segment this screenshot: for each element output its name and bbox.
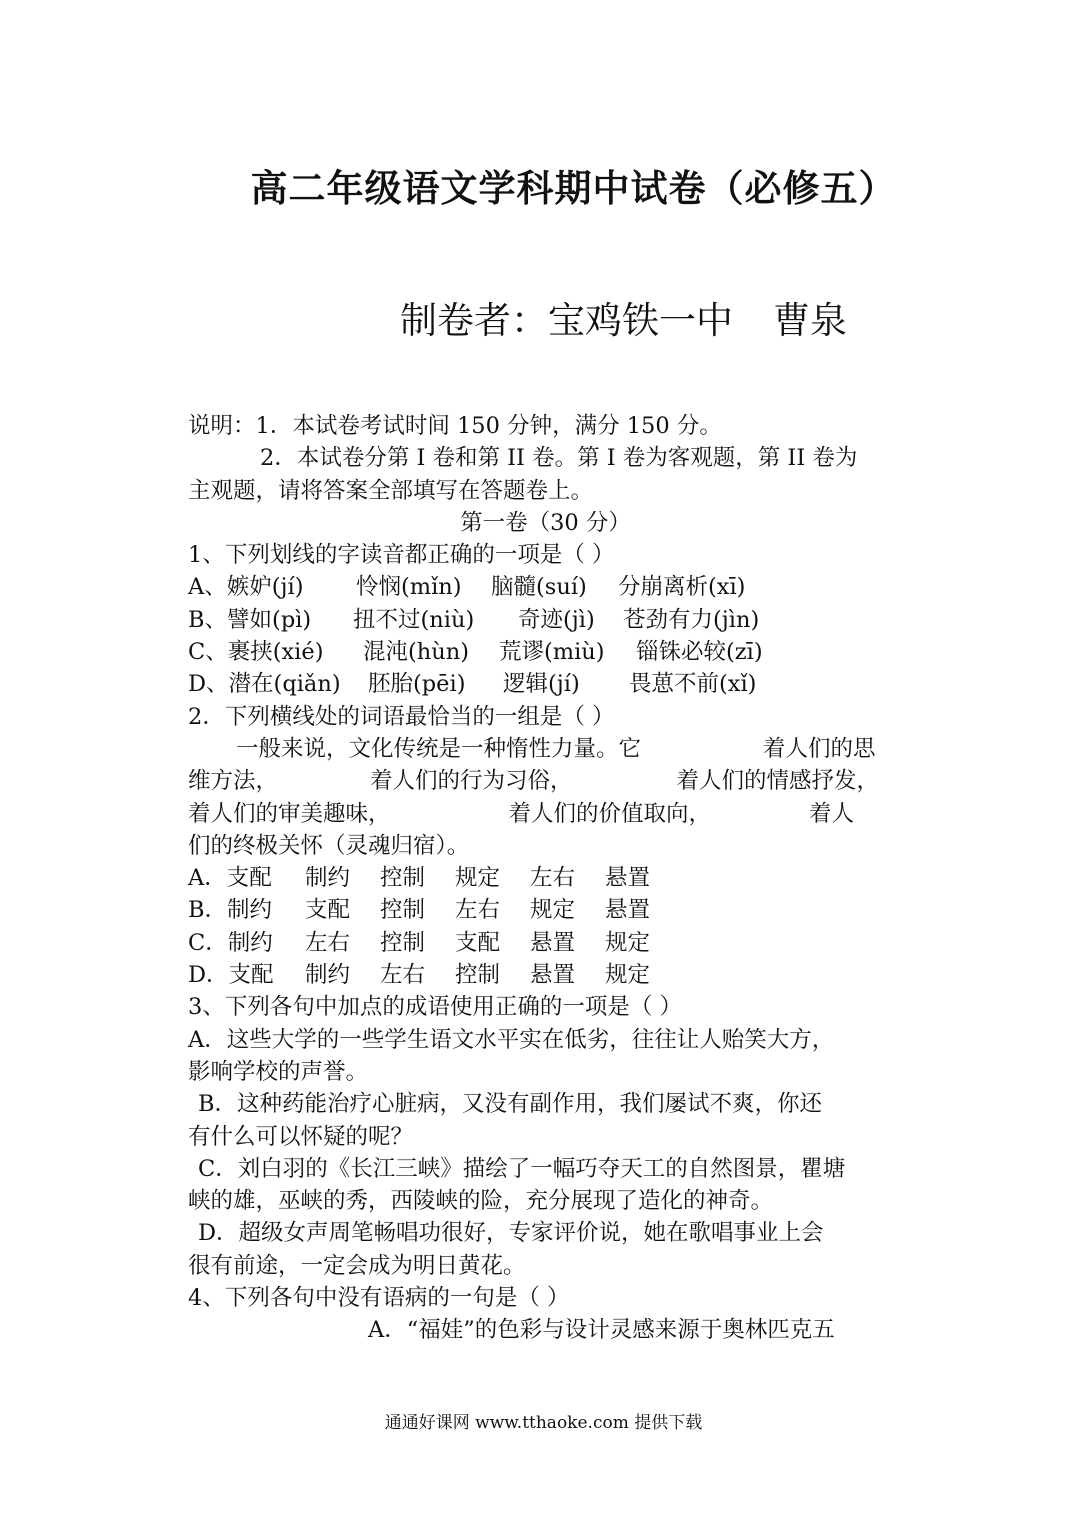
option-item: 苍劲有力(jìn)	[623, 606, 760, 633]
question-2-passage-3	[188, 798, 903, 830]
section-heading: 第一卷（30 分）	[460, 509, 631, 536]
option-item: 逻辑(jí)	[503, 671, 580, 698]
question-3-stem: 3、下列各句中加点的成语使用正确的一项是（ ）	[188, 994, 682, 1021]
option-item: 荒谬(miù)	[499, 639, 605, 666]
option-item: 混沌(hùn)	[363, 639, 470, 666]
question-2-option-a	[188, 862, 903, 894]
question-3-option-d-line-1: D．超级女声周笔畅唱功很好，专家评价说，她在歌唱事业上会	[198, 1220, 824, 1247]
option-item: 左右	[305, 929, 351, 956]
question-3-option-c-line-1: C．刘白羽的《长江三峡》描绘了一幅巧夺天工的自然图景，瞿塘	[198, 1155, 846, 1182]
question-3-option-b-line-2: 有什么可以怀疑的呢？	[188, 1123, 414, 1150]
question-4-stem: 4、下列各句中没有语病的一句是（ ）	[188, 1285, 570, 1312]
option-item: A．支配	[188, 865, 272, 892]
option-item: 悬置	[605, 865, 651, 892]
option-item: 控制	[380, 929, 426, 956]
question-2-option-d	[188, 959, 903, 991]
passage-text: 维方法，	[188, 768, 279, 795]
question-3-option-b-line-1: B．这种药能治疗心脏病，又没有副作用，我们屡试不爽，你还	[198, 1091, 823, 1118]
option-item: 规定	[530, 897, 576, 924]
page-title: 高二年级语文学科期中试卷（必修五）	[250, 167, 897, 210]
option-item: D．支配	[188, 962, 274, 989]
question-2-stem: 2．下列横线处的词语最恰当的一组是（ ）	[188, 703, 615, 730]
question-3-option-a-line-2: 影响学校的声誉。	[188, 1058, 369, 1085]
question-1-option-c	[188, 636, 903, 668]
option-item: 控制	[380, 897, 426, 924]
notes-line-3: 主观题，请将答案全部填写在答题卷上。	[188, 477, 594, 504]
passage-text: 着人们的行为习俗，	[370, 768, 573, 795]
passage-text: 着人们的审美趣味，	[188, 800, 391, 827]
question-2-passage-1	[188, 733, 903, 765]
question-2-passage-2	[188, 765, 903, 797]
option-item: 畏葸不前(xǐ)	[629, 671, 757, 698]
option-item: 胚胎(pēi)	[368, 671, 466, 698]
option-item: 锱铢必较(zī)	[636, 639, 763, 666]
question-3-option-d-line-2: 很有前途，一定会成为明日黄花。	[188, 1252, 526, 1279]
option-item: 左右	[455, 897, 501, 924]
question-3-option-a-line-1: A．这些大学的一些学生语文水平实在低劣，往往让人贻笑大方，	[188, 1026, 835, 1053]
option-item: 控制	[455, 962, 501, 989]
notes-line-2: 2．本试卷分第 I 卷和第 II 卷。第 I 卷为客观题，第 II 卷为	[260, 445, 858, 472]
author-label: 制卷者：宝鸡铁一中	[400, 299, 733, 342]
page-footer: 通通好课网 www.tthaoke.com 提供下载	[384, 1413, 703, 1433]
question-1-option-a	[188, 571, 903, 603]
option-item: 支配	[455, 929, 501, 956]
option-item: 支配	[305, 897, 351, 924]
author-name: 曹泉	[773, 299, 847, 342]
passage-text: 着人们的情感抒发，	[676, 768, 880, 795]
passage-text: 着人们的思	[763, 735, 876, 762]
question-1-stem: 1、下列划线的字读音都正确的一项是（ ）	[188, 542, 615, 569]
option-item: 左右	[530, 865, 576, 892]
option-item: 控制	[380, 865, 426, 892]
question-2-passage-4: 们的终极关怀（灵魂归宿）。	[188, 832, 470, 859]
option-item: 脑髓(suí)	[491, 574, 587, 601]
option-item: A、嫉妒(jí)	[188, 574, 304, 601]
option-item: B、譬如(pì)	[188, 606, 312, 633]
option-item: 悬置	[530, 929, 576, 956]
option-item: 制约	[305, 962, 351, 989]
option-item: 分崩离析(xī)	[618, 574, 746, 601]
option-item: C．制约	[188, 929, 273, 956]
option-item: 悬置	[530, 962, 576, 989]
question-2-option-c	[188, 927, 903, 959]
option-item: D、潜在(qiǎn)	[188, 671, 341, 698]
question-2-option-b	[188, 894, 903, 926]
option-item: 规定	[455, 865, 501, 892]
option-item: 规定	[605, 929, 651, 956]
passage-text: 着人们的价值取向，	[508, 800, 712, 827]
option-item: 制约	[305, 865, 351, 892]
passage-text: 一般来说，文化传统是一种惰性力量。它	[236, 735, 642, 762]
author-line	[400, 290, 847, 344]
option-item: 奇迹(jì)	[518, 606, 595, 633]
notes-line-1: 说明：1．本试卷考试时间 150 分钟，满分 150 分。	[188, 413, 722, 439]
question-1-option-d	[188, 668, 903, 700]
exam-body	[188, 410, 903, 1347]
option-item: 左右	[380, 962, 426, 989]
passage-text: 着人	[809, 800, 855, 827]
question-3-option-c-line-2: 峡的雄，巫峡的秀，西陵峡的险，充分展现了造化的神奇。	[188, 1188, 774, 1215]
option-item: 怜悯(mǐn)	[356, 574, 462, 601]
option-item: 规定	[605, 962, 651, 989]
option-item: B．制约	[188, 897, 273, 924]
question-4-option-a-line-1: A．“福娃”的色彩与设计灵感来源于奥林匹克五	[368, 1317, 835, 1344]
question-1-option-b	[188, 604, 903, 636]
option-item: 悬置	[605, 897, 651, 924]
option-item: C、裹挟(xié)	[188, 639, 324, 666]
option-item: 扭不过(niù)	[353, 606, 475, 633]
